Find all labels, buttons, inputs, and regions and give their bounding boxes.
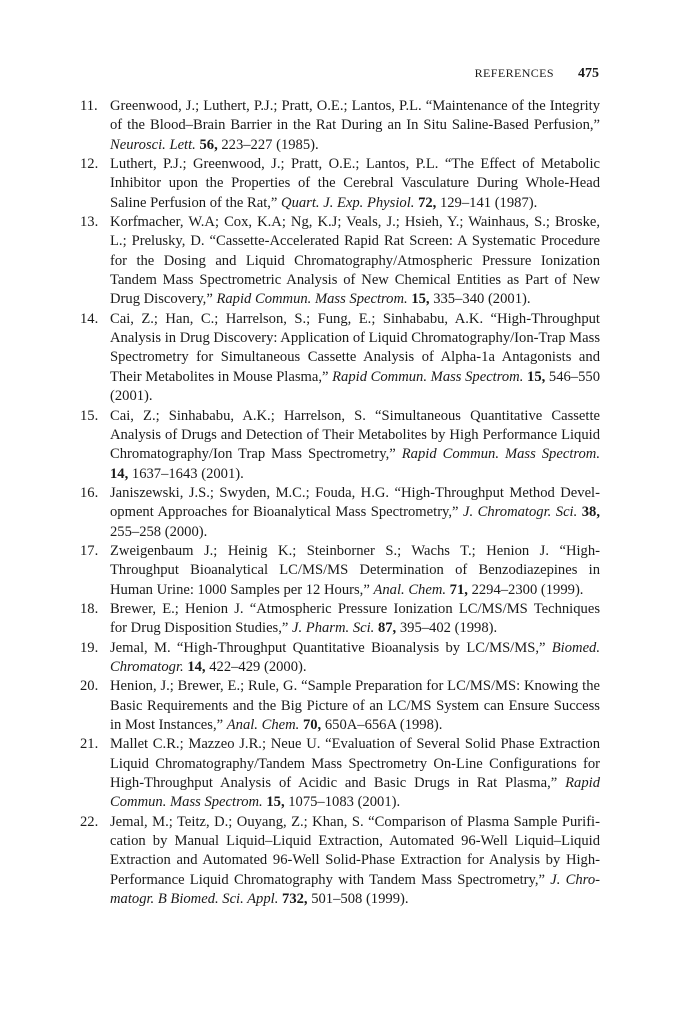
reference-segment: 335–340 (2001).: [429, 291, 531, 308]
reference-item: [80, 639, 600, 678]
reference-segment: Mallet C.R.; Mazzeo J.R.; Neue U. “Evaluation of Several Solid Phase Extraction Liquid Chromatography/Tandem Mass Spectrometry On-Line Configurations for High-Throughput Analysis of Acidic and Basic Drugs in Rat Plasma,”: [110, 736, 600, 792]
reference-item: [80, 155, 600, 213]
reference-segment: 1075–1083 (2001).: [284, 794, 401, 811]
reference-item: [80, 310, 600, 407]
journal-title: Quart. J. Exp. Physiol.: [281, 194, 415, 211]
reference-item: [80, 213, 600, 310]
journal-title: J. Pharm. Sci.: [292, 620, 375, 637]
reference-segment: Luthert, P.J.; Greenwood, J.; Pratt, O.E.; Lantos, P.L. “The Effect of Metabolic Inhibitor upon the Properties of the Cerebral Vasculature During Whole-Head Saline Perfusion of the Rat,”: [110, 156, 600, 211]
reference-number: 13.: [80, 214, 99, 231]
reference-segment: 546–550 (2001).: [110, 368, 600, 405]
reference-item: [80, 735, 600, 812]
reference-text: [110, 736, 600, 810]
reference-text: [110, 485, 600, 540]
reference-number: 15.: [80, 407, 99, 424]
reference-segment: Cai, Z.; Han, C.; Harrelson, S.; Fung, E.; Sinhababu, A.K. “High-Throughput Analysis in Drug Discovery: Application of Liquid Chromatography/Ion-Trap Mass Spectrometry for Simultaneous Cassette Analysis of Alpha-1a Antagonists and Their Metabolites in Mouse Plasma,”: [110, 310, 600, 385]
volume-number: 38,: [581, 504, 600, 521]
reference-segment: Zweigenbaum J.; Heinig K.; Steinborner S.; Wachs T.; Henion J. “High-Throughput Bioanalytical LC/MS/MS Determination of Benzodiazepines in Human Urine: 1000 Samples per 12 Hours,”: [110, 542, 600, 598]
reference-text: [110, 601, 600, 636]
reference-text: [110, 408, 600, 482]
reference-number: 18.: [80, 600, 99, 617]
reference-segment: 395–402 (1998).: [396, 620, 498, 637]
reference-text: [110, 214, 600, 307]
journal-title: Rapid Commun. Mass Spectrom.: [332, 368, 524, 385]
journal-title: Anal. Chem.: [373, 581, 447, 598]
reference-text: [110, 98, 600, 153]
volume-number: 87,: [377, 620, 397, 637]
journal-title: Biomed. Chromatogr.: [110, 639, 600, 675]
reference-segment: 255–258 (2000).: [110, 523, 208, 540]
reference-segment: Korfmacher, W.A; Cox, K.A; Ng, K.J; Veals, J.; Hsieh, Y.; Wainhaus, S.; Broske, L.; Prelusky, D. “Cassette-Accelerated Rapid Rat Screen: A Systematic Procedure for the Dosing and Liquid Chromatography/Atmospheric Pressure Ionization Tandem Mass Spectrometric Analysis of New Chemical Entities as Part of New Drug Discovery,”: [110, 214, 600, 308]
reference-segment: 650A–656A (1998).: [321, 717, 443, 733]
journal-title: Rapid Commun. Mass Spectrom.: [110, 775, 600, 811]
reference-item: [80, 407, 600, 484]
reference-segment: Brewer, E.; Henion J. “Atmospheric Pressure Ionization LC/MS/MS Techniques for Drug Disposition Studies,”: [110, 600, 600, 637]
reference-number: 22.: [80, 813, 99, 830]
reference-text: [110, 543, 600, 598]
reference-text: [110, 814, 600, 907]
volume-number: 15,: [266, 794, 285, 811]
reference-text: [110, 311, 600, 404]
reference-number: 14.: [80, 310, 99, 327]
journal-title: Rapid Commun. Mass Spectrom.: [401, 446, 600, 463]
reference-number: 20.: [80, 678, 99, 695]
journal-title: Anal. Chem.: [226, 717, 300, 733]
reference-item: [80, 97, 600, 155]
volume-number: 56,: [199, 136, 218, 153]
reference-item: [80, 542, 600, 600]
journal-title: Neurosci. Lett.: [110, 136, 196, 153]
journal-title: Rapid Commun. Mass Spectrom.: [216, 291, 408, 308]
page-number: 475: [578, 66, 599, 81]
reference-number: 16.: [80, 484, 99, 501]
reference-segment: 422–429 (2000).: [205, 658, 307, 675]
reference-segment: 2294–2300 (1999).: [467, 581, 584, 598]
reference-segment: 129–141 (1987).: [436, 194, 538, 211]
reference-number: 11.: [80, 98, 98, 114]
volume-number: 15,: [527, 368, 546, 385]
reference-text: [110, 678, 600, 733]
reference-number: 17.: [80, 542, 99, 559]
reference-number: 19.: [80, 639, 99, 656]
journal-title: J. Chromatogr. B Biomed. Sci. Appl.: [110, 871, 600, 908]
reference-list: [80, 97, 600, 909]
volume-number: 15,: [411, 291, 430, 308]
volume-number: 72,: [418, 194, 437, 211]
reference-number: 21.: [80, 736, 99, 753]
reference-segment: Greenwood, J.; Luthert, P.J.; Pratt, O.E.; Lantos, P.L. “Maintenance of the Integrity of the Blood–Brain Barrier in the Rat During an In Situ Saline-Based Perfusion,”: [110, 98, 600, 134]
volume-number: 732,: [282, 891, 308, 908]
reference-item: [80, 813, 600, 910]
reference-item: [80, 600, 600, 639]
reference-item: [80, 677, 600, 735]
journal-title: J. Chromatogr. Sci.: [463, 504, 578, 521]
running-head: [475, 66, 599, 82]
reference-segment: Jemal, M. “High-Throughput Quantitative Bioanalysis by LC/MS/MS,”: [110, 639, 552, 656]
reference-segment: Janiszewski, J.S.; Swyden, M.C.; Fouda, H.G. “High-Throughput Method Development Approaches for Bioanalytical Mass Spectrometry,”: [110, 484, 600, 521]
volume-number: 70,: [302, 717, 322, 733]
reference-text: [110, 640, 600, 675]
reference-segment: 223–227 (1985).: [217, 136, 319, 153]
reference-segment: 501–508 (1999).: [307, 891, 409, 908]
volume-number: 14,: [110, 465, 129, 482]
volume-number: 14,: [187, 658, 206, 675]
running-head-title: REFERENCES: [474, 66, 554, 80]
reference-segment: Jemal, M.; Teitz, D.; Ouyang, Z.; Khan, S. “Comparison of Plasma Sample Purification by Manual Liquid–Liquid Extraction, Automated 96-Well Liquid–Liquid Extraction and Automated 96-Well Solid-Phase Extraction for Analysis by High-Performance Liquid Chromatography with Tandem Mass Spectrometry,”: [110, 813, 600, 888]
reference-item: [80, 484, 600, 542]
reference-segment: Cai, Z.; Sinhababu, A.K.; Harrelson, S. “Simultaneous Quantitative Cassette Analysis of Drugs and Detection of Their Metabolites by High Performance Liquid Chromatography/Ion Trap Mass Spectrometry,”: [110, 407, 600, 463]
reference-segment: 1637–1643 (2001).: [128, 465, 244, 482]
reference-segment: Henion, J.; Brewer, E.; Rule, G. “Sample Preparation for LC/MS/MS: Knowing the Basic Requirements and the Big Picture of an LC/MS System can Ensure Success in Most Instances,”: [110, 678, 600, 733]
reference-text: [110, 156, 600, 211]
volume-number: 71,: [449, 581, 468, 598]
reference-number: 12.: [80, 156, 99, 173]
